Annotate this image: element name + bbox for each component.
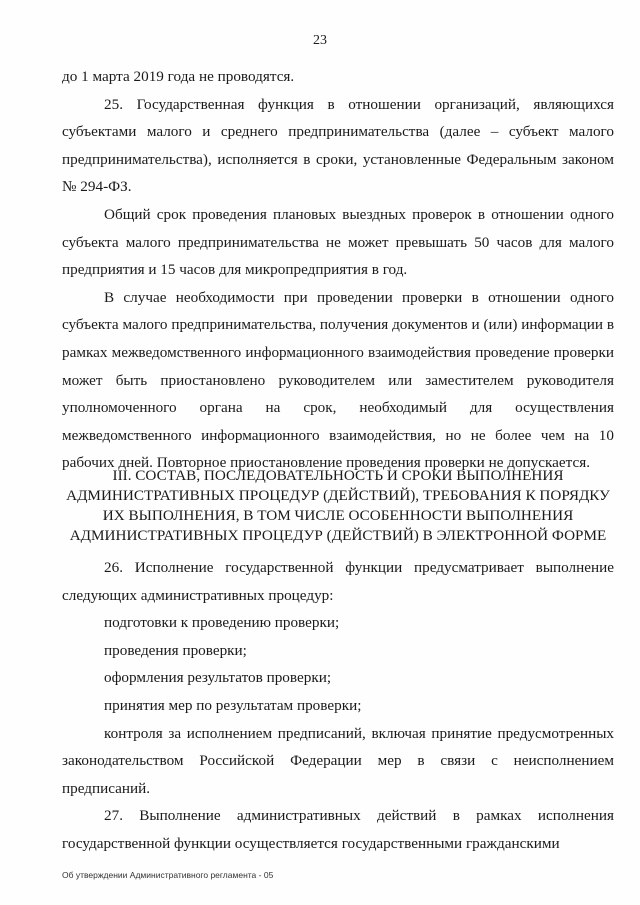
paragraph-26: 26. Исполнение государственной функции предусматривает выполнение следующих административных процедур: bbox=[62, 559, 614, 604]
paragraph-continuation: до 1 марта 2019 года не проводятся. bbox=[62, 68, 295, 85]
section-heading bbox=[62, 466, 614, 546]
paragraph-suspension: В случае необходимости при проведении проверки в отношении одного субъекта малого предпринимательства, получения документов и (или) информации в рамках межведомственного информационного взаимодействия проведение проверки может быть приостановлено руководителем или заместителем руководителя уполномоченного органа на срок, необходимый для осуществления межведомственного информационного взаимодействия, но не более чем на 10 рабочих дней. Повторное приостановление проведения проверки не допускается. bbox=[62, 288, 614, 472]
paragraph-27: 27. Выполнение административных действий в рамках исполнения государственной функции осуществляется государственными гражданскими bbox=[62, 807, 614, 852]
procedure-item: оформления результатов проверки; bbox=[104, 669, 332, 687]
document-footer: Об утверждении Административного регламента - 05 bbox=[62, 870, 274, 880]
section-heading-line: АДМИНИСТРАТИВНЫХ ПРОЦЕДУР (ДЕЙСТВИЙ), ТРЕБОВАНИЯ К ПОРЯДКУ bbox=[66, 487, 610, 504]
paragraph-total-term: Общий срок проведения плановых выездных проверок в отношении одного субъекта малого предпринимательства не может превышать 50 часов для малого предприятия и 15 часов для микропредприятия в год. bbox=[62, 205, 614, 279]
page-number: 23 bbox=[313, 33, 327, 48]
procedure-item: подготовки к проведению проверки; bbox=[104, 614, 340, 632]
section-heading-line: III. СОСТАВ, ПОСЛЕДОВАТЕЛЬНОСТЬ И СРОКИ ВЫПОЛНЕНИЯ bbox=[112, 467, 564, 484]
body-text-upper bbox=[62, 63, 614, 477]
section-heading-line: АДМИНИСТРАТИВНЫХ ПРОЦЕДУР (ДЕЙСТВИЙ) В ЭЛЕКТРОННОЙ ФОРМЕ bbox=[69, 527, 607, 544]
procedure-item: принятия мер по результатам проверки; bbox=[104, 696, 362, 714]
procedure-item: контроля за исполнением предписаний, включая принятие предусмотренных законодательством Российской Федерации мер в связи с неисполнением предписаний. bbox=[62, 724, 614, 797]
procedure-item: проведения проверки; bbox=[104, 641, 247, 659]
body-text-lower bbox=[62, 554, 614, 858]
section-heading-line: ИХ ВЫПОЛНЕНИЯ, В ТОМ ЧИСЛЕ ОСОБЕННОСТИ ВЫПОЛНЕНИЯ bbox=[102, 507, 574, 524]
paragraph-25: 25. Государственная функция в отношении организаций, являющихся субъектами малого и среднего предпринимательства (далее – субъект малого предпринимательства), исполняется в сроки, установленные Федеральным законом № 294-ФЗ. bbox=[62, 95, 614, 196]
